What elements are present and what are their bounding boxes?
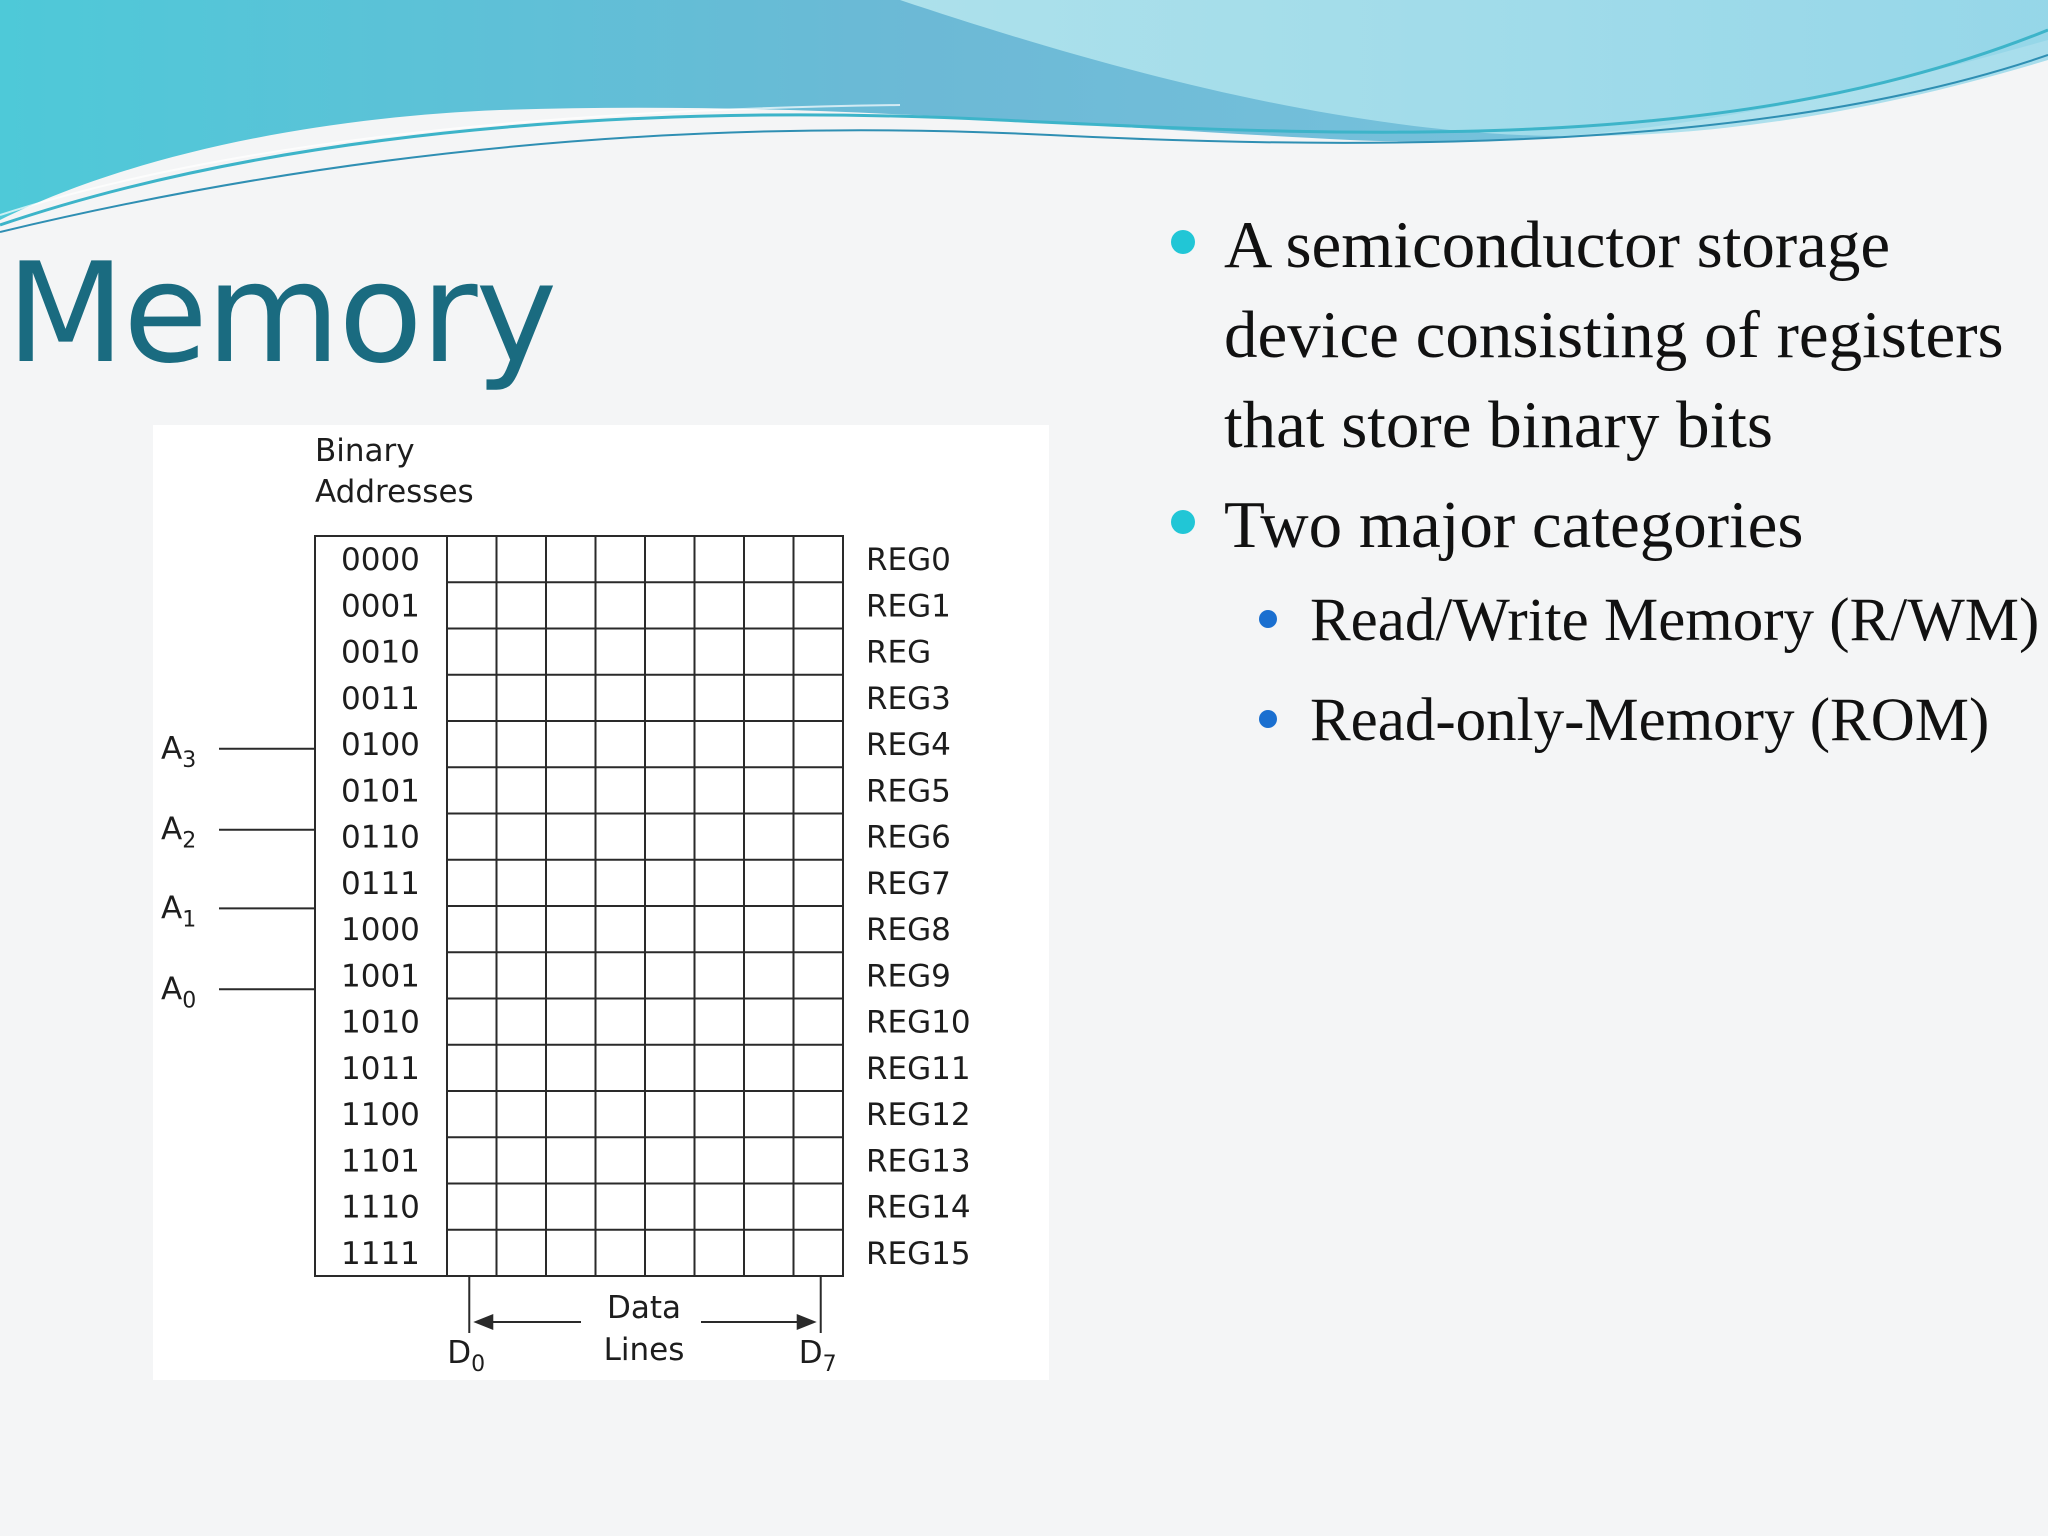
address-label: 0110	[341, 819, 420, 856]
register-label: REG7	[866, 865, 951, 902]
register-label: REG0	[866, 542, 951, 579]
bullet-text: Two major categories	[1224, 488, 1804, 562]
register-label: REG3	[866, 680, 951, 717]
register-label: REG6	[866, 819, 951, 856]
data-lines-label: Lines	[603, 1332, 685, 1368]
sub-bullet-text: Read/Write Memory (R/WM)	[1310, 587, 2040, 654]
sub-bullet-dot-icon	[1259, 710, 1277, 728]
address-label: 0011	[341, 680, 420, 717]
address-line-label: $A_2$	[161, 811, 197, 854]
address-label: 1001	[341, 958, 420, 995]
register-label: REG9	[866, 958, 951, 995]
address-line-label: $A_1$	[161, 890, 197, 933]
address-label: 1111	[341, 1235, 420, 1272]
memory-array	[161, 536, 971, 1377]
register-label: REG10	[866, 1004, 971, 1041]
bullet-dot-icon	[1171, 510, 1195, 534]
address-label: 0111	[341, 865, 420, 902]
data-bit-label: $D_0$	[447, 1335, 486, 1377]
address-label: 1000	[341, 912, 420, 949]
register-label: REG1	[866, 588, 951, 625]
sub-bullet-item	[1160, 580, 2040, 662]
register-label: REG8	[866, 912, 951, 949]
address-line-label: $A_0$	[161, 971, 197, 1014]
address-label: 0000	[341, 542, 420, 579]
address-label: 1010	[341, 1004, 420, 1041]
address-label: 0101	[341, 773, 420, 810]
address-line-label: $A_3$	[161, 730, 197, 773]
arrow-right-icon	[797, 1314, 817, 1330]
data-lines-label: Data	[606, 1290, 682, 1326]
register-label: REG14	[866, 1189, 971, 1226]
bullet-item	[1160, 480, 2040, 570]
register-label: REG11	[866, 1050, 971, 1087]
address-label: 0010	[341, 634, 420, 671]
bullet-dot-icon	[1171, 230, 1195, 254]
arrow-left-icon	[473, 1314, 493, 1330]
diagram-header-binary: Binary	[315, 433, 415, 469]
memory-diagram-svg	[153, 425, 1049, 1380]
sub-bullet-dot-icon	[1259, 610, 1277, 628]
address-label: 1100	[341, 1097, 420, 1134]
diagram-header-addresses: Addresses	[315, 474, 474, 510]
sub-bullet-text: Read-only-Memory (ROM)	[1310, 687, 1990, 754]
memory-diagram	[153, 425, 1049, 1380]
slide-title: Memory	[6, 233, 556, 394]
bullet-item	[1160, 200, 2040, 470]
register-label: REG5	[866, 773, 951, 810]
register-label: REG	[866, 634, 932, 671]
register-label: REG12	[866, 1097, 971, 1134]
address-label: 1011	[341, 1050, 420, 1087]
address-label: 0100	[341, 727, 420, 764]
data-bit-label: $D_7$	[798, 1335, 837, 1377]
sub-bullet-item	[1160, 680, 2040, 762]
address-label: 1101	[341, 1143, 420, 1180]
bullet-text: A semiconductor storage device consisting of registers that store binary bits	[1224, 208, 2004, 462]
register-label: REG13	[866, 1143, 971, 1180]
bullet-list	[1160, 200, 2040, 780]
register-label: REG4	[866, 727, 951, 764]
address-label: 1110	[341, 1189, 420, 1226]
address-label: 0001	[341, 588, 420, 625]
register-label: REG15	[866, 1235, 971, 1272]
